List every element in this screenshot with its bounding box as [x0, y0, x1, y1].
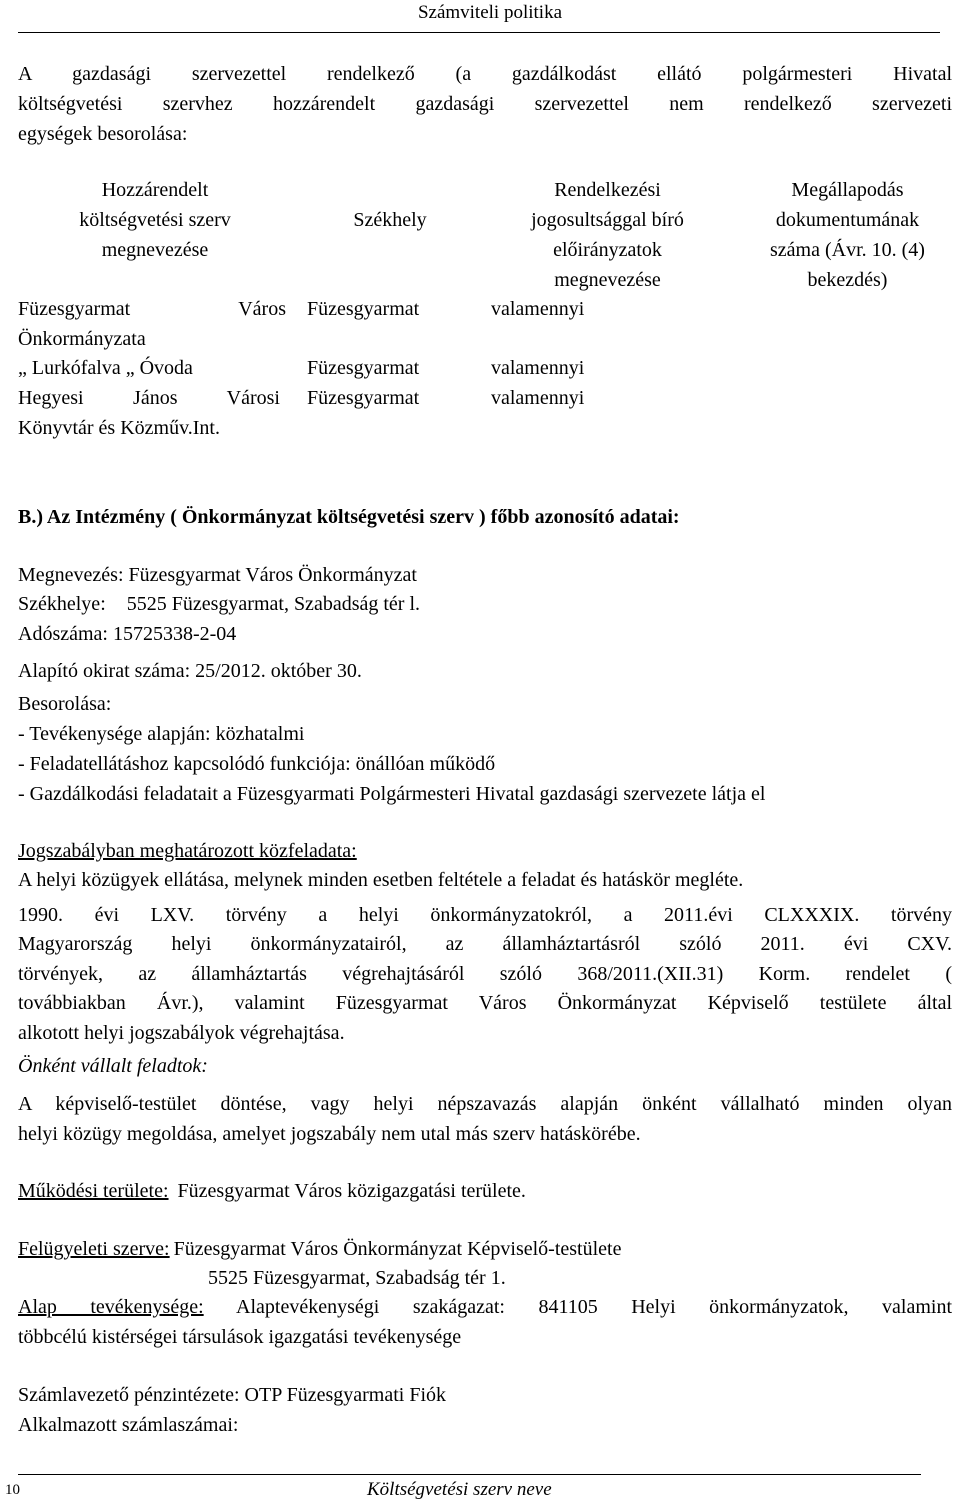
public-task-line-5: továbbiakban Ávr.), valamint Füzesgyarmat Város Önkormányzat Képviselő testülete által [18, 992, 952, 1014]
public-task-line-2: 1990. évi LXV. törvény a helyi önkormányzatokról, a 2011.évi CLXXXIX. törvény [18, 904, 952, 926]
table-header-approp-1: Rendelkezési [554, 179, 661, 201]
supervisor-label: Felügyeleti szerve: [18, 1238, 170, 1260]
footer-divider [18, 1474, 921, 1475]
classification-item-2: - Feladatellátáshoz kapcsolódó funkciója: önállóan működő [18, 753, 496, 775]
table-header-name-3: megnevezése [101, 239, 209, 261]
page-number: 10 [5, 1482, 20, 1498]
table-header-agreement-3: száma (Ávr. 10. (4) [770, 239, 925, 261]
operation-area-value: Füzesgyarmat Város közigazgatási területe. [177, 1180, 526, 1202]
public-task-line-3: Magyarország helyi önkormányzatairól, az államháztartásról szóló 2011. évi CXV. [18, 933, 952, 955]
operation-area-label: Működési területe: [18, 1180, 169, 1202]
public-task-line-6: alkotott helyi jogszabályok végrehajtása. [18, 1022, 345, 1044]
table-header-approp-4: megnevezése [554, 269, 661, 291]
table-header-approp-2: jogosultsággal bíró [531, 209, 684, 231]
table-row-1-name-line-1: Füzesgyarmat Város [18, 298, 286, 320]
seat-label: Székhelye: [18, 593, 106, 615]
table-row-2-name: „ Lurkófalva „ Óvoda [18, 357, 193, 379]
supervisor-address: 5525 Füzesgyarmat, Szabadság tér 1. [208, 1267, 506, 1289]
table-header-agreement-4: bekezdés) [807, 269, 888, 291]
section-b-heading: B.) Az Intézmény ( Önkormányzat költségvetési szerv ) főbb azonosító adatai: [18, 506, 680, 528]
voluntary-tasks-title: Önként vállalt feladtok: [18, 1055, 208, 1077]
seat-value: 5525 Füzesgyarmat, Szabadság tér l. [126, 593, 421, 615]
table-row-2-approp: valamennyi [491, 357, 585, 379]
table-header-agreement-1: Megállapodás [791, 179, 904, 201]
supervisor [18, 1239, 621, 1259]
voluntary-tasks-line-1: A képviselő-testület döntése, vagy helyi népszavazás alapján önként vállalható minden olyan [18, 1093, 952, 1115]
intro-line-1: A gazdasági szervezettel rendelkező (a gazdálkodást ellátó polgármesteri Hivatal [18, 63, 952, 85]
basic-activity-label: Alap tevékenysége: [18, 1296, 204, 1318]
bank-accounts: Alkalmazott számlaszámai: [18, 1414, 239, 1436]
intro-line-3: egységek besorolása: [18, 123, 188, 145]
classification-item-3: - Gazdálkodási feladatait a Füzesgyarmati Polgármesteri Hivatal gazdasági szervezete látja el [18, 783, 766, 805]
intro-line-2: költségvetési szervhez hozzárendelt gazdasági szervezettel nem rendelkező szervezeti [18, 93, 952, 115]
table-row-3-name-line-1: Hegyesi János Városi [18, 387, 280, 409]
table-header-seat: Székhely [353, 209, 427, 231]
institution-name: Megnevezés: Füzesgyarmat Város Önkormányzat [18, 564, 417, 586]
basic-activity-value: Alaptevékenységi szakágazat: 841105 Helyi önkormányzatok, valamint [236, 1296, 952, 1318]
table-row-1-approp: valamennyi [491, 298, 585, 320]
operation-area [18, 1181, 526, 1201]
table-row-3-seat: Füzesgyarmat [307, 387, 420, 409]
header-divider [18, 32, 940, 33]
bank: Számlavezető pénzintézete: OTP Füzesgyarmati Fiók [18, 1384, 447, 1406]
basic-activity [18, 1297, 952, 1317]
classification-label: Besorolása: [18, 693, 112, 715]
public-task-line-1: A helyi közügyek ellátása, melynek minden esetben feltétele a feladat és hatáskör megléte. [18, 869, 744, 891]
page-header-title: Számviteli politika [417, 2, 562, 23]
table-header-name-1: Hozzárendelt [101, 179, 209, 201]
table-header-approp-3: előirányzatok [553, 239, 662, 261]
institution-seat [18, 594, 420, 614]
voluntary-tasks-line-2: helyi közügy megoldása, amelyet jogszabály nem utal más szerv hatáskörébe. [18, 1123, 641, 1145]
founding-deed: Alapító okirat száma: 25/2012. október 30. [18, 660, 362, 682]
table-row-1-seat: Füzesgyarmat [307, 298, 420, 320]
supervisor-value: Füzesgyarmat Város Önkormányzat Képviselő-testülete [173, 1238, 622, 1260]
public-task-title: Jogszabályban meghatározott közfeladata: [18, 840, 357, 862]
table-row-3-name-line-2: Könyvtár és Közműv.Int. [18, 417, 220, 439]
table-row-1-name-line-2: Önkormányzata [18, 328, 146, 350]
classification-item-1: - Tevékenysége alapján: közhatalmi [18, 723, 305, 745]
table-row-2-seat: Füzesgyarmat [307, 357, 420, 379]
tax-number: Adószáma: 15725338-2-04 [18, 623, 237, 645]
table-header-name-2: költségvetési szerv [79, 209, 231, 231]
table-header-agreement-2: dokumentumának [775, 209, 920, 231]
public-task-line-4: törvények, az államháztartás végrehajtásáról szóló 368/2011.(XII.31) Korm. rendelet ( [18, 963, 952, 985]
footer-title: Költségvetési szerv neve [367, 1479, 552, 1500]
basic-activity-line-2: többcélú kistérségei társulások igazgatási tevékenysége [18, 1326, 462, 1348]
table-row-3-approp: valamennyi [491, 387, 585, 409]
